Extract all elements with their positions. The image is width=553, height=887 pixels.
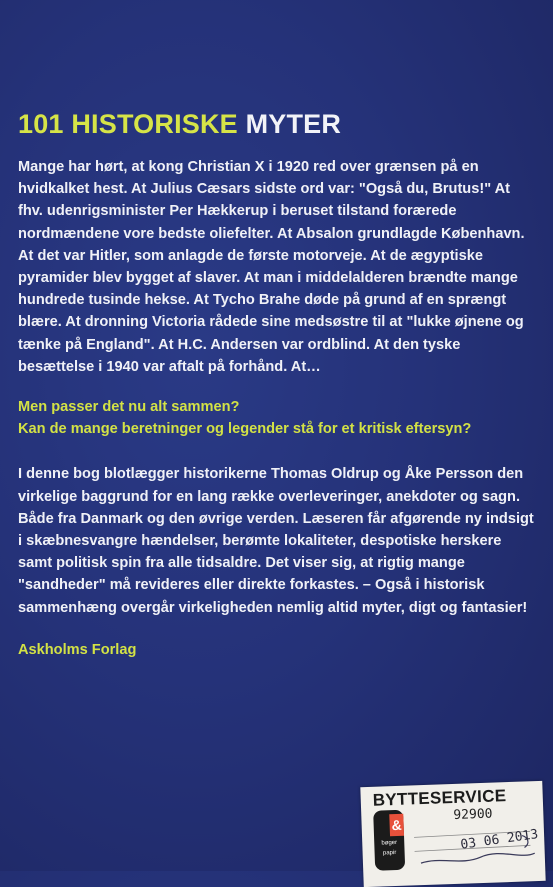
price-sticker — [360, 781, 545, 887]
sticker-title: BYTTESERVICE — [372, 786, 507, 810]
title-part-2: MYTER — [245, 109, 342, 139]
sticker-code: 92900 — [453, 806, 493, 823]
book-title — [18, 108, 538, 140]
question-1: Men passer det nu alt sammen? — [18, 399, 240, 416]
back-cover-text — [18, 108, 538, 661]
logo-text-3: papir — [382, 849, 397, 857]
logo-ampersand: & — [389, 814, 404, 836]
sticker-date: 03 06 2013 — [459, 827, 540, 853]
shop-logo — [373, 810, 405, 871]
logo-text-1: bøger — [381, 839, 398, 847]
body-paragraph: I denne bog blotlægger historikerne Thomas Oldrup og Åke Persson den virkelige baggrund for en lang række overleveringer, anekdoter og sagn. Både fra Danmark og den øvrige verden. Læseren får afgørende ny indsigt i skæbnesvangre hændelser, berømte lokaliteter, despotiske herskere samt politisk spin fra alle tidsaldre. Det viser sig, at rigtig mange "sandheder" må revideres eller direkte forkastes. – Også i historisk sammenhæng overgår virkeligheden nemlig altid myter, digt og fantasier! — [18, 466, 534, 616]
publisher-name: Askholms Forlag — [18, 641, 137, 658]
intro-paragraph: Mange har hørt, at kong Christian X i 1920 red over grænsen på en hvidkalket hest. At Julius Cæsars sidste ord var: "Også du, Brutus!" At fhv. udenrigsminister Per Hækkerup i beruset tilstand forærede nordmændene vore bedste oliefelter. At Absalon grundlagde København. At det var Hitler, som anlagde de første motorveje. At de ægyptiske pyramider blev bygget af slaver. At man i middelalderen brændte mange hundrede tusinde hekse. At Tycho Brahe døde på grund af en sprængt blære. At dronning Victoria rådede sine medsøstre til at "lukke øjnene og tænke på England". At H.C. Andersen var ordblind. At den tyske besættelse i 1940 var aftalt på forhånd. At… — [18, 159, 525, 375]
question-2: Kan de mange beretninger og legender stå for et kritisk eftersyn? — [18, 421, 472, 438]
questions-block — [18, 396, 538, 440]
title-part-1: 101 HISTORISKE — [18, 109, 238, 139]
